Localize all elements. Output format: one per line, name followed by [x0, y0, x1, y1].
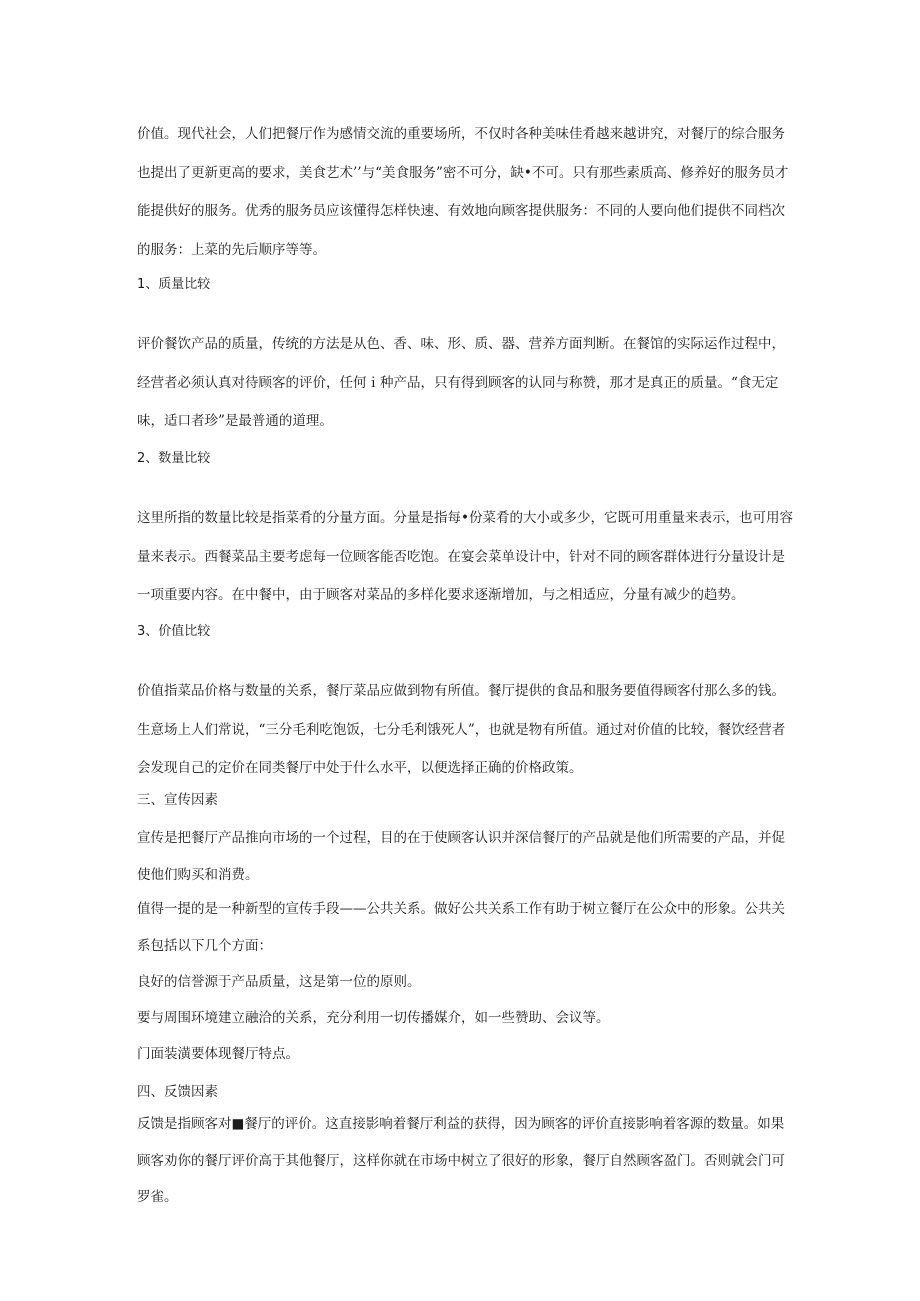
quality-paragraph: 评价餐饮产品的质量，传统的方法是从色、香、味、形、质、器、营养方面判断。在餐馆的实际运作过程中，经营者必须认真对待顾客的评价，任何ｉ种产品，只有得到顾客的认同与称赞，那才是真正的质量。“食无定味，适口者珍”是最普通的道理。 [137, 336, 785, 429]
pr-item-relations: 要与周围环境建立融洽的关系，充分利用一切传播媒介，如一些赞助、会议等。 [137, 1010, 610, 1026]
section-heading-promotion: 三、宣传因素 [137, 792, 218, 808]
section-heading-feedback: 四、反馈因素 [137, 1084, 218, 1100]
section-heading-quality: 1、质量比较 [137, 277, 211, 292]
pr-item-reputation: 良好的信誉源于产品质量，这是第一位的原则。 [137, 974, 421, 990]
value-paragraph: 价值指菜品价格与数量的关系，餐厅菜品应做到物有所值。餐厅提供的食品和服务要值得顾客付那么多的钱。生意场上人们常说，“三分毛利吃饱饭，七分毛利饿死人”，也就是物有所值。通过对价值的比较，餐饮经营者会发现自己的定价在同类餐厅中处于什么水平，以便选择正确的价格政策。 [137, 683, 786, 776]
promotion-paragraph: 宣传是把餐厅产品推向市场的一个过程，目的在于使顾客认识并深信餐厅的产品就是他们所需要的产品，并促使他们购买和消费。 [137, 830, 785, 883]
public-relations-paragraph: 值得一提的是一种新型的宣传手段——公共关系。做好公共关系工作有助于树立餐厅在公众中的形象。公共关系包括以下几个方面： [137, 901, 785, 954]
section-heading-quantity: 2、数量比较 [137, 451, 211, 466]
section-heading-value: 3、价值比较 [137, 624, 211, 639]
intro-paragraph: 价值。现代社会，人们把餐厅作为感情交流的重要场所，不仅时各种美味佳肴越来越讲究，对餐厅的综合服务也提出了更新更高的要求，美食艺术’’与“美食服务”密不可分，缺•不可。只有那些素质高、修养好的服务员才能提供好的服务。优秀的服务员应该懂得怎样快速、有效地向顾客提供服务：不同的人要向他们提供不同档次的服务：上菜的先后顺序等等。 [137, 126, 789, 258]
feedback-paragraph: 反馈是指顾客对■餐厅的评价。这直接影响着餐厅利益的获得，因为顾客的评价直接影响着客源的数量。如果顾客劝你的餐厅评价高于其他餐厅，这样你就在市场中树立了很好的形象，餐厅自然顾客盈门。否则就会门可罗雀。 [137, 1116, 785, 1205]
pr-item-decoration: 门面装潢要体现餐厅特点。 [137, 1046, 299, 1062]
quantity-paragraph: 这里所指的数量比较是指菜肴的分量方面。分量是指每•份菜肴的大小或多少，它既可用重量来表示，也可用容量来表示。西餐菜品主要考虑每一位顾客能否吃饱。在宴会菜单设计中，针对不同的顾客群体进行分量设计是一项重要内容。在中餐中，由于顾客对菜品的多样化要求逐渐增加，与之相适应，分量有减少的趋势。 [137, 510, 793, 603]
